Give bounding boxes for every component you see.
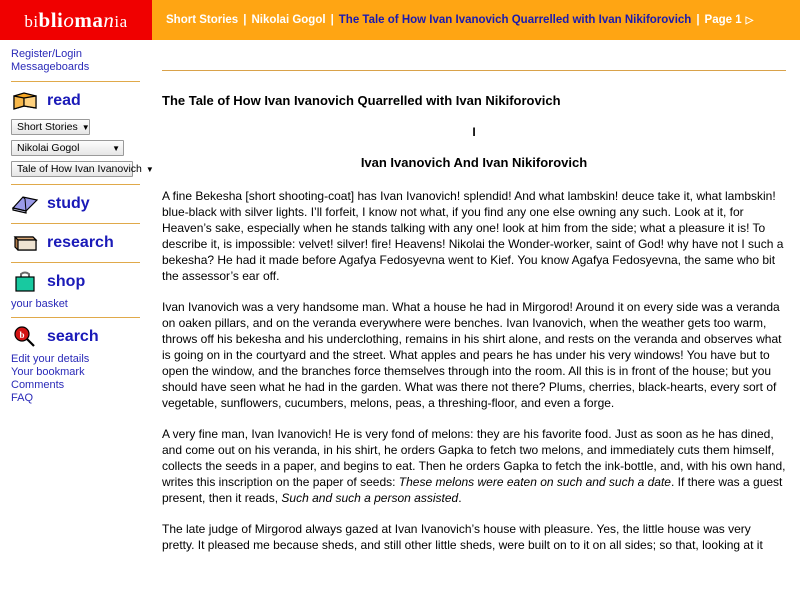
sidebar-link-edit-your-details[interactable]: Edit your details [11, 353, 90, 365]
shopping-bag-icon [11, 270, 39, 294]
open-book-icon [11, 89, 39, 113]
next-page-arrow-icon[interactable]: ▷ [745, 14, 754, 26]
logo-part-6: ia [114, 11, 128, 31]
sidebar-section-study[interactable] [11, 192, 152, 216]
sidebar-divider [11, 262, 140, 263]
breadcrumb-item-author[interactable]: Nikolai Gogol [251, 14, 326, 26]
story-run: A fine Bekesha [short shooting-coat] has Ivan Ivanovich! splendid! And what lambskin! deuce take it, what lambskin! blue-black with silver lights. I’ll forfeit, I know not what, if you find any one else owning any such. Look at it, for Heaven’s sake, especially when he stands talking with any one! look at him from the side; what a pleasure it is! To describe it, is impossible: velvet! silver! fire! Heavens! Nikolai the Wonder-worker, saint of God! why have not I such a bekesha? He had it made before Agafya Fedosyevna went to Kief. You know Agafya Fedosyevna, the same who bit the assessor’s ear off. [162, 189, 784, 283]
chapter-title: Ivan Ivanovich And Ivan Nikiforovich [360, 155, 588, 170]
page-title: The Tale of How Ivan Ivanovich Quarrelled with Ivan Nikiforovich [162, 93, 561, 108]
story-paragraph [162, 426, 786, 506]
breadcrumb-item-short-stories[interactable]: Short Stories [166, 14, 239, 26]
story-paragraph [162, 299, 786, 411]
breadcrumb-separator: | [243, 14, 247, 26]
logo-part-5: n [103, 7, 115, 32]
breadcrumb-separator: | [330, 14, 334, 26]
site-logo[interactable] [0, 0, 152, 40]
chevron-down-icon: ▼ [112, 143, 120, 153]
page-body [0, 40, 800, 568]
story-text [162, 188, 786, 553]
story-run: The late judge of Mirgorod always gazed at Ivan Ivanovich’s house with pleasure. Yes, the little house was very pretty. It pleased me because sheds, and still other little sheds, were built on to it on all sides; so that, looking at it [162, 522, 763, 552]
sidebar-link-your-basket[interactable]: your basket [11, 298, 68, 310]
author-select-value: Nikolai Gogol [17, 142, 80, 154]
category-select-value: Short Stories [17, 121, 78, 133]
magnifier-icon [11, 325, 39, 349]
sidebar-link-faq[interactable]: FAQ [11, 392, 34, 404]
chapter-number: I [472, 125, 476, 139]
logo-part-4: ma [74, 7, 104, 32]
sidebar-section-read[interactable] [11, 89, 152, 113]
sidebar-divider [11, 184, 140, 185]
breadcrumb [152, 0, 800, 40]
sidebar-divider [11, 223, 140, 224]
sidebar-section-search[interactable] [11, 325, 152, 349]
sidebar-link-messageboards[interactable]: Messageboards [11, 61, 90, 73]
sidebar-link-your-bookmark[interactable]: Your bookmark [11, 366, 85, 378]
chevron-down-icon: ▼ [81, 122, 90, 132]
study-book-icon [11, 192, 39, 216]
sidebar-divider [11, 81, 140, 82]
breadcrumb-separator: | [696, 14, 700, 26]
site-header [0, 0, 800, 40]
breadcrumb-item-title[interactable]: The Tale of How Ivan Ivanovich Quarrelled with Ivan Nikiforovich [338, 14, 692, 26]
svg-text:b: b [19, 330, 25, 340]
story-run: Ivan Ivanovich was a very handsome man. What a house he had in Mirgorod! Around it on every side was a veranda on oaken pillars, and on the veranda everywhere were benches. Ivan Ivanovich, when the weather gets too warm, throws off his bekesha and his underclothing, remains in his shirt alone, and rests on the veranda and observes what is going on in the courtyard and the street. What apples and pears he has under his very windows! You have but to open the window, and the branches force themselves through into the room. All this is in front of the house; but you should have seen what he had in the garden. What was there not there? Plums, cherries, black-hearts, every sort of vegetable, sunflowers, cucumbers, melons, peas, a threshing-floor, and even a forge. [162, 300, 782, 410]
chevron-down-icon: ▼ [145, 164, 154, 174]
title-select-value: Tale of How Ivan Ivanovich [17, 163, 142, 175]
story-run: . If there was a guest present, then it reads, [162, 475, 783, 505]
breadcrumb-item-page[interactable]: Page 1 [704, 14, 742, 26]
sidebar-footer-links [11, 353, 152, 405]
story-run: . [458, 491, 462, 505]
sidebar-section-shop[interactable] [11, 270, 152, 294]
book-selectors [11, 119, 152, 177]
logo-wordmark [24, 8, 127, 33]
author-select[interactable] [11, 140, 124, 156]
story-emphasis: Such and such a person assisted [281, 491, 459, 505]
content-divider [162, 70, 786, 71]
logo-part-2: bli [38, 7, 64, 32]
sidebar-section-label-study[interactable]: study [47, 195, 90, 212]
sidebar-section-label-research[interactable]: research [47, 234, 114, 251]
category-select[interactable] [11, 119, 90, 135]
title-select[interactable] [11, 161, 154, 177]
main-content [152, 40, 800, 568]
sidebar-link-register-login[interactable]: Register/Login [11, 48, 82, 60]
closed-book-icon [11, 231, 39, 255]
sidebar-section-label-read[interactable]: read [47, 92, 81, 109]
logo-part-3: o [63, 7, 75, 32]
story-run: A very fine man, Ivan Ivanovich! He is very fond of melons: they are his favorite food. Just as soon as he has dined, and come out on his veranda, in his shirt, he orders Gapka to fetch two melons, and immediately cuts them himself, collects the seeds in a paper, and begins to eat. Then he orders Gapka to fetch the ink-bottle, and, with his own hand, writes this inscription on the paper of seeds: [162, 427, 786, 489]
sidebar-link-comments[interactable]: Comments [11, 379, 65, 391]
logo-part-1: bi [24, 11, 39, 31]
sidebar-section-research[interactable] [11, 231, 152, 255]
sidebar-divider [11, 317, 140, 318]
story-paragraph [162, 521, 786, 553]
story-paragraph [162, 188, 786, 284]
sidebar [0, 40, 152, 568]
sidebar-section-label-shop[interactable]: shop [47, 273, 86, 290]
sidebar-section-label-search[interactable]: search [47, 328, 99, 345]
story-emphasis: These melons were eaten on such and such a date [398, 475, 671, 489]
